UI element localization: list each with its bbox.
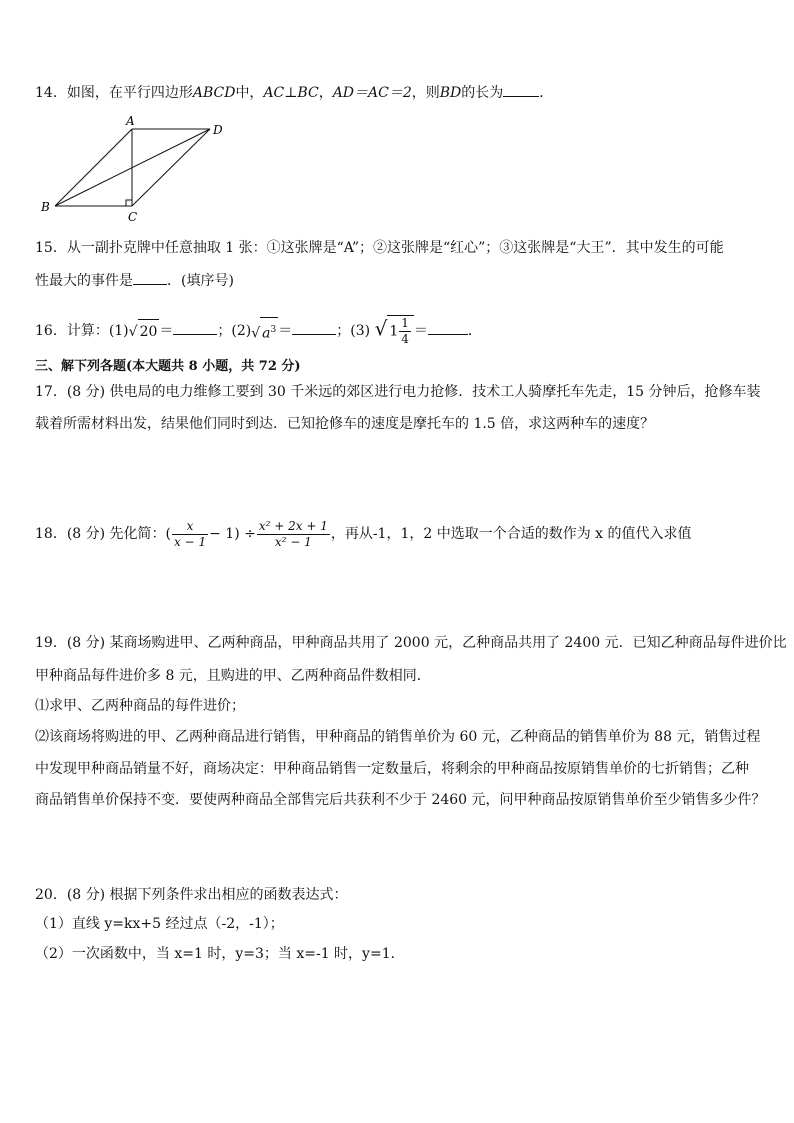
label-a: A [126,115,135,128]
answer-blank [292,320,336,335]
question-17-line-2: 载着所需材料出发，结果他们同时到达．已知抢修车的速度是摩托车的 1.5 倍，求这两种车的速度？ [35,416,655,432]
sqrt-mixed-fraction: √ 1 $\frac{1}{4}$ [375,315,414,347]
question-20-part-2: （2）一次函数中，当 x=1 时，y=3；当 x=-1 时，y=1． [35,946,405,962]
answer-blank [428,320,468,335]
question-19-line-1: 19．(8 分) 某商场购进甲、乙两种商品，甲种商品共用了 2000 元，乙种商品共用了 2400 元．已知乙种商品每件进价比 [35,635,787,651]
fraction-quadratic: $\frac{\text{x² + 2x + 1}}{\text{x² − 1}}$ [258,518,328,549]
answer-blank [173,320,217,335]
question-19-part-2-line-3: 商品销售单价保持不变．要使两种商品全部售完后共获利不少于 2460 元，问甲种商品按原销售单价至少销售多少件？ [35,792,766,808]
question-18: 18．(8 分) 先化简：( $\frac{x}{x - 1}$ − 1) ÷ $\frac{\text{x² + 2x + 1}}{\text{x² − 1}}$ ，再从-1，1，2 中选取一个合适的数作为 x 的值代入求值 [35,518,692,549]
edge-ab [55,129,132,206]
label-d: D [213,123,223,137]
question-16: 16．计算：(1)√ 20 ＝ ；(2)√ $a^3$ ＝ ；(3) √ 1 $\frac{1}{4}$ ＝ ． [35,316,482,346]
label-c: C [128,210,138,224]
question-20-line-1: 20．(8 分) 根据下列条件求出相应的函数表达式： [35,887,348,903]
sqrt-a-cubed: √ $a^3$ [251,317,278,346]
right-angle-mark [126,200,132,206]
question-15-line-2: 性最大的事件是 ．(填序号) [35,270,234,291]
question-15-line-1: 15．从一副扑克牌中任意抽取 1 张：①这张牌是“A”；②这张牌是“红心”；③这张牌是“大王”．其中发生的可能 [35,240,724,256]
label-b: B [41,200,50,214]
section-heading: 三、解下列各题(本大题共 8 小题，共 72 分) [35,359,301,374]
fraction-x-over-x-minus-1: $\frac{x}{x - 1}$ [174,518,207,549]
edge-cd [132,129,210,206]
question-19-part-2-line-1: ⑵该商场将购进的甲、乙两种商品进行销售，甲种商品的销售单价为 60 元，乙种商品的销售单价为 88 元，销售过程 [35,729,761,745]
sqrt-20: √ 20 [129,319,160,344]
question-17-line-1: 17．(8 分) 供电局的电力维修工要到 30 千米远的郊区进行电力抢修．技术工人骑摩托车先走，15 分钟后，抢修车装 [35,384,761,400]
answer-blank [133,270,167,285]
question-19-part-2-line-2: 中发现甲种商品销量不好，商场决定：甲种商品销售一定数量后，将剩余的甲种商品按原销售单价的七折销售；乙种 [35,761,749,777]
question-14: 14．如图，在平行四边形ABCD中，AC⊥BC，AD＝AC＝2，则BD的长为 ． [35,82,553,103]
question-19-part-1: ⑴求甲、乙两种商品的每件进价； [35,698,245,714]
question-20-part-1: （1）直线 y=kx+5 经过点（-2，-1）； [35,916,284,932]
question-19-line-2: 甲种商品每件进价多 8 元，且购进的甲、乙两种商品件数相同． [35,668,431,684]
answer-blank [503,82,539,97]
parallelogram-figure [35,115,235,225]
